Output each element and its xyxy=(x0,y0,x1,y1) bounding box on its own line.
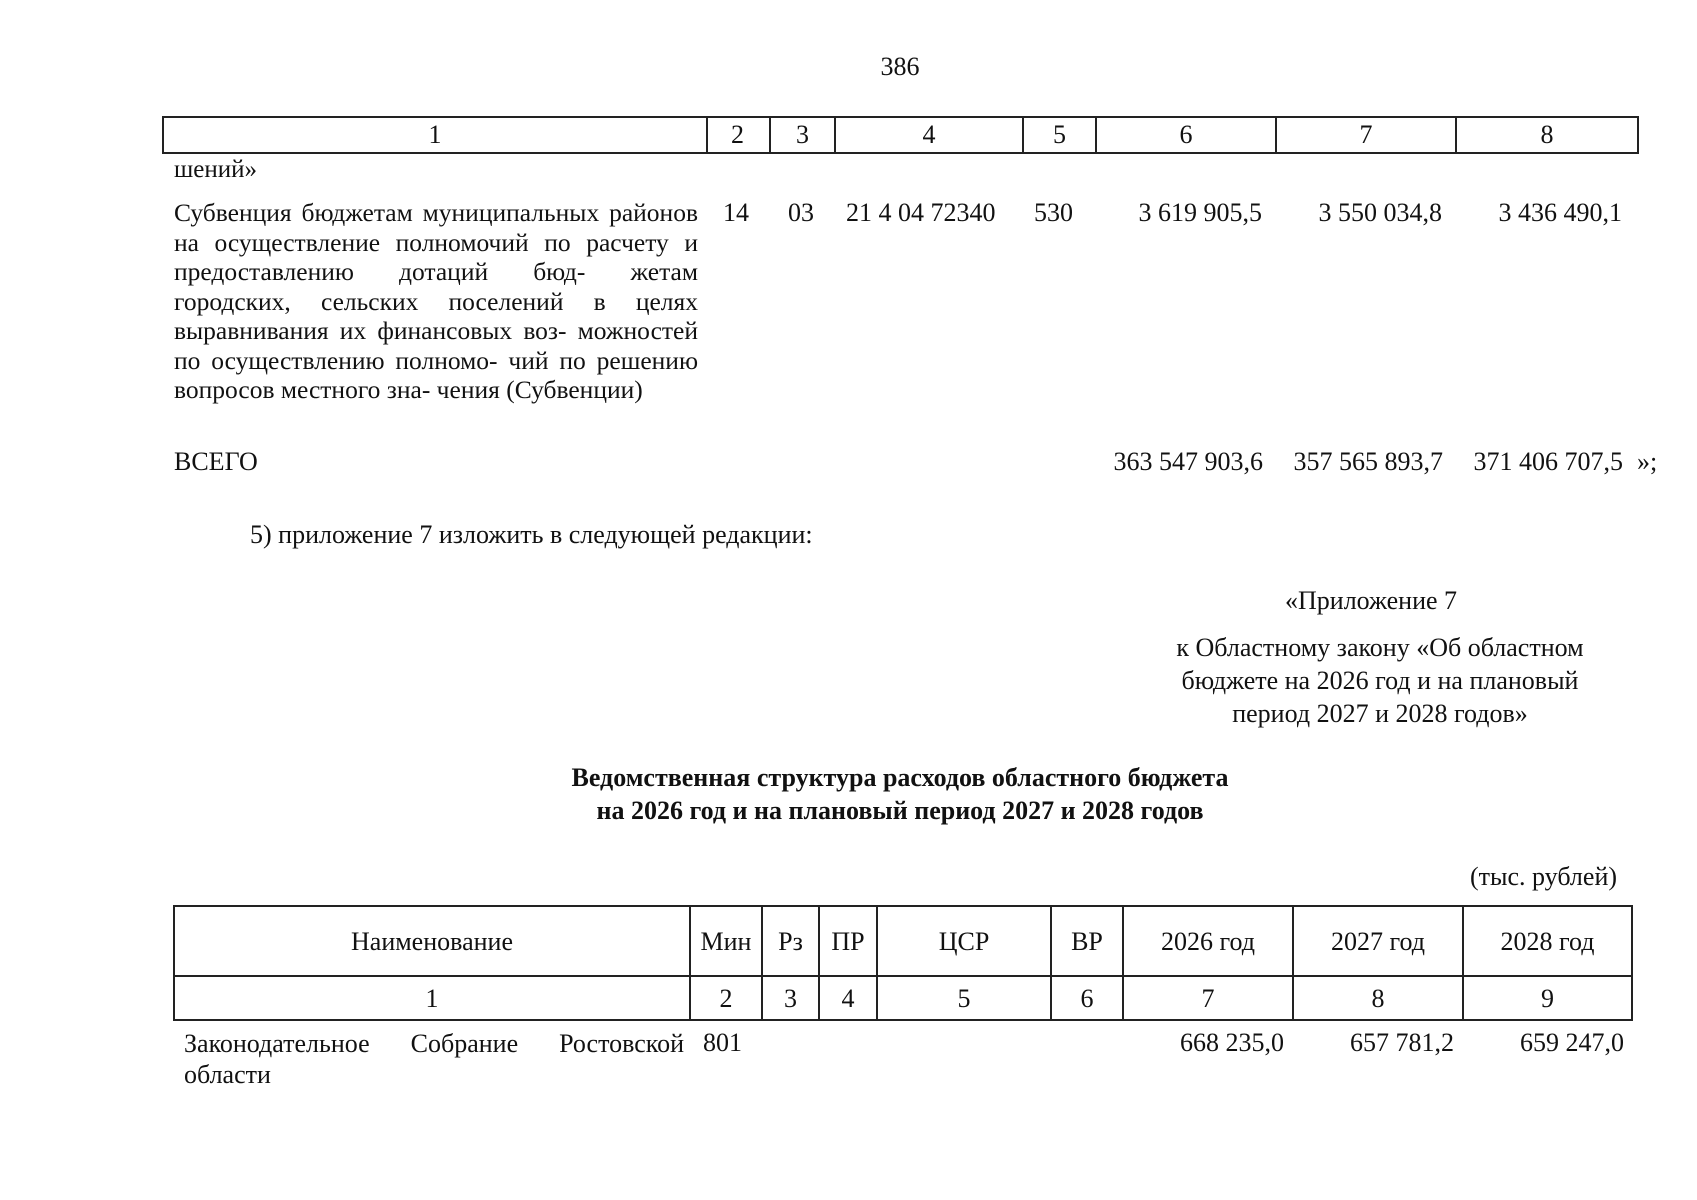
header-num-6: 6 xyxy=(1052,977,1124,1021)
header-min: Мин xyxy=(691,905,763,977)
top-header-col-4: 4 xyxy=(836,116,1024,154)
top-table-header xyxy=(162,116,1651,152)
appendix-title: «Приложение 7 xyxy=(1285,586,1458,615)
table-row-2027: 657 781,2 xyxy=(1350,1028,1454,1057)
header-num-5: 5 xyxy=(878,977,1052,1021)
top-header-col-6: 6 xyxy=(1097,116,1277,154)
top-header-col-7: 7 xyxy=(1277,116,1457,154)
header-num-7: 7 xyxy=(1124,977,1294,1021)
total-2026: 363 547 903,6 xyxy=(1113,447,1263,476)
header-rz: Рз xyxy=(763,905,820,977)
top-header-col-3: 3 xyxy=(771,116,836,154)
top-header-col-2: 2 xyxy=(706,116,771,154)
document-title-line-1: Ведомственная структура расходов областного бюджета xyxy=(571,763,1229,792)
table-row-2028: 659 247,0 xyxy=(1520,1028,1624,1057)
units-label: (тыс. рублей) xyxy=(1470,862,1618,891)
header-num-8: 8 xyxy=(1294,977,1464,1021)
appendix-subtitle: к Областному закону «Об областном бюджете на 2026 год и на плановый период 2027 и 2028 годов» xyxy=(1176,633,1584,728)
header-pr: ПР xyxy=(820,905,878,977)
header-2026: 2026 год xyxy=(1124,905,1294,977)
page-number-text: 386 xyxy=(880,52,920,81)
subvention-csr: 21 4 04 72340 xyxy=(846,198,996,227)
subvention-name: Субвенция бюджетам муниципальных районов на осуществление полномочий по расчету и предоставлению дотаций бюд- жетам городских, сельских поселений в целях выравнивания их финансовых воз- можностей по осуществлению полномо- чий по решению вопросов местного зна- чения (Субвенции) xyxy=(174,198,698,404)
total-label: ВСЕГО xyxy=(174,447,258,476)
subvention-2026: 3 619 905,5 xyxy=(1138,198,1262,227)
header-num-3: 3 xyxy=(763,977,820,1021)
header-2027: 2027 год xyxy=(1294,905,1464,977)
subvention-2027: 3 550 034,8 xyxy=(1318,198,1442,227)
header-num-9: 9 xyxy=(1464,977,1633,1021)
previous-row-fragment: шений» xyxy=(174,156,257,183)
subvention-rz: 03 xyxy=(788,198,814,227)
document-title-line-2: на 2026 год и на плановый период 2027 и 2028 годов xyxy=(596,796,1204,825)
total-2027: 357 565 893,7 xyxy=(1293,447,1443,476)
header-num-2: 2 xyxy=(691,977,763,1021)
document-title xyxy=(0,761,1697,827)
table-row-2026: 668 235,0 xyxy=(1180,1028,1284,1057)
subvention-2028: 3 436 490,1 xyxy=(1498,198,1622,227)
subvention-min: 14 xyxy=(723,198,749,227)
top-header-col-1: 1 xyxy=(162,116,708,154)
header-vr: ВР xyxy=(1052,905,1124,977)
table-row-name: Законодательное Собрание Ростовской области xyxy=(184,1029,684,1089)
amendment-paragraph: 5) приложение 7 изложить в следующей редакции: xyxy=(250,520,813,549)
total-closing-quote: »; xyxy=(1637,447,1658,476)
header-num-4: 4 xyxy=(820,977,878,1021)
top-header-col-5: 5 xyxy=(1024,116,1097,154)
total-2028: 371 406 707,5 xyxy=(1473,447,1623,476)
table-row-min: 801 xyxy=(703,1028,742,1057)
top-header-col-8: 8 xyxy=(1457,116,1639,154)
header-csr: ЦСР xyxy=(878,905,1052,977)
header-name: Наименование xyxy=(173,905,691,977)
header-2028: 2028 год xyxy=(1464,905,1633,977)
header-num-1: 1 xyxy=(173,977,691,1021)
subvention-vr: 530 xyxy=(1034,198,1073,227)
